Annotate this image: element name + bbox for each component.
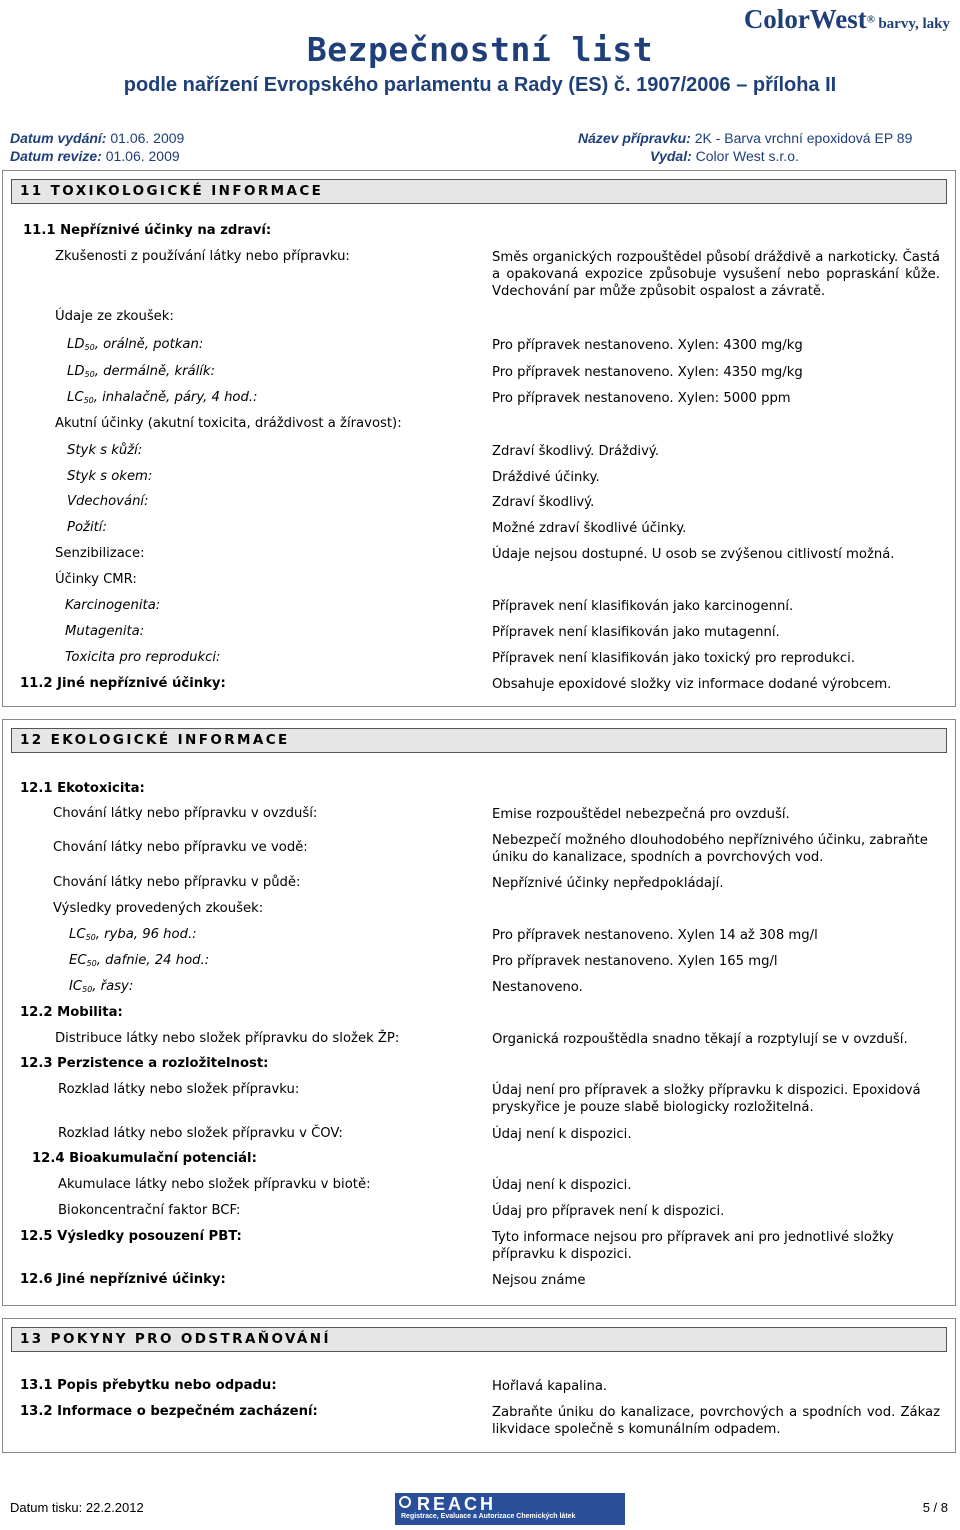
print-date: Datum tisku: 22.2.2012 — [10, 1500, 144, 1515]
lc50-fish-post: , ryba, 96 hod.: — [95, 927, 197, 942]
experience-label: Zkušenosti z používání látky nebo přípravku: — [55, 249, 350, 264]
ld50-dermal-value: Pro přípravek nestanoveno. Xylen: 4350 mg/kg — [492, 365, 803, 380]
revision-date — [10, 148, 180, 164]
ld50-dermal-label — [67, 364, 215, 379]
ec50-sub: 50 — [86, 959, 97, 968]
soil-label: Chování látky nebo přípravku v půdě: — [53, 875, 301, 890]
subsection-12-5: 12.5 Výsledky posouzení PBT: — [20, 1229, 242, 1244]
section-11-heading: 11 TOXIKOLOGICKÉ INFORMACE — [11, 179, 947, 204]
revision-date-value: 01.06. 2009 — [105, 148, 180, 164]
air-label: Chování látky nebo přípravku v ovzduší: — [53, 806, 318, 821]
ld50-dermal-pre: LD — [67, 364, 85, 379]
ec50-value: Pro přípravek nestanoveno. Xylen 165 mg/l — [492, 954, 778, 969]
ic50-sub: 50 — [82, 985, 93, 994]
ec50-post: , dafnie, 24 hod.: — [96, 953, 210, 968]
section-13 — [2, 1318, 956, 1453]
ld50-dermal-post: , dermálně, králík: — [94, 364, 215, 379]
lc50-fish-label — [69, 927, 197, 942]
degradation-value: Údaj není pro přípravek a složky přípravku k dispozici. Epoxidová pryskyřice je pouze slabě biologicky rozložitelná. — [492, 1083, 921, 1115]
ic50-pre: IC — [69, 979, 83, 994]
ec50-pre: EC — [69, 953, 87, 968]
carcinogenicity-label: Karcinogenita: — [65, 598, 161, 613]
ic50-value: Nestanoveno. — [492, 980, 583, 995]
publisher-value: Color West s.r.o. — [695, 148, 799, 164]
subsection-13-1: 13.1 Popis přebytku nebo odpadu: — [20, 1378, 277, 1393]
subsection-12-4: 12.4 Bioakumulační potenciál: — [32, 1151, 257, 1166]
ic50-label — [69, 979, 133, 994]
reach-logo-text: REACH — [417, 1494, 497, 1514]
distribution-label: Distribuce látky nebo složek přípravku do složek ŽP: — [55, 1031, 400, 1046]
subsection-13-2-value: Zabraňte úniku do kanalizace, povrchových a spodních vod. Zákaz likvidace společně s komunálním odpadem. — [492, 1405, 940, 1437]
inhalation-value: Zdraví škodlivý. — [492, 495, 595, 510]
subsection-12-6: 12.6 Jiné nepříznivé účinky: — [20, 1272, 226, 1287]
ingestion-value: Možné zdraví škodlivé účinky. — [492, 521, 687, 536]
publisher — [650, 148, 799, 164]
tests-label: Údaje ze zkoušek: — [55, 309, 174, 324]
reproduction-label: Toxicita pro reprodukci: — [65, 650, 221, 665]
product-name — [578, 130, 912, 146]
lc50-inhal-label — [67, 390, 258, 405]
brand-tagline: barvy, laky — [878, 16, 950, 32]
air-value: Emise rozpouštědel nebezpečná pro ovzduší. — [492, 807, 790, 822]
inhalation-label: Vdechování: — [67, 494, 149, 509]
bcf-value: Údaj pro přípravek není k dispozici. — [492, 1204, 725, 1219]
section-13-heading: 13 POKYNY PRO ODSTRAŇOVÁNÍ — [11, 1327, 947, 1352]
ld50-oral-sub: 50 — [84, 343, 95, 352]
ld50-dermal-sub: 50 — [84, 370, 95, 379]
document-subtitle: podle nařízení Evropského parlamentu a Rady (ES) č. 1907/2006 – příloha II — [123, 74, 837, 96]
subsection-12-6-value: Nejsou známe — [492, 1273, 586, 1288]
page-number: 5 / 8 — [922, 1500, 948, 1515]
issue-date-label: Datum vydání: — [10, 130, 107, 146]
sensitization-value: Údaje nejsou dostupné. U osob se zvýšenou citlivostí možná. — [492, 547, 895, 562]
bcf-label: Biokoncentrační faktor BCF: — [58, 1203, 241, 1218]
subsection-11-2-value: Obsahuje epoxidové složky viz informace dodané výrobcem. — [492, 677, 892, 692]
product-name-value: 2K - Barva vrchní epoxidová EP 89 — [694, 130, 913, 146]
degradation-label: Rozklad látky nebo složek přípravku: — [58, 1082, 300, 1097]
cov-label: Rozklad látky nebo složek přípravku v ČOV: — [58, 1126, 343, 1141]
subsection-12-3: 12.3 Perzistence a rozložitelnost: — [20, 1056, 269, 1071]
water-value: Nebezpečí možného dlouhodobého nepříznivého účinku, zabraňte úniku do kanalizace, spodních a povrchových vod. — [492, 833, 928, 865]
product-name-label: Název přípravku: — [578, 130, 691, 146]
eye-label: Styk s okem: — [67, 469, 153, 484]
ic50-post: , řasy: — [92, 979, 134, 994]
ld50-oral-pre: LD — [67, 337, 85, 352]
section-11 — [2, 170, 956, 707]
lc50-inhal-post: , inhalačně, páry, 4 hod.: — [93, 390, 258, 405]
section-12 — [2, 719, 956, 1306]
reach-globe-icon — [399, 1496, 411, 1508]
lc50-inhal-sub: 50 — [83, 396, 94, 405]
ld50-oral-post: , orálně, potkan: — [94, 337, 204, 352]
cov-value: Údaj není k dispozici. — [492, 1127, 632, 1142]
results-label: Výsledky provedených zkoušek: — [53, 901, 264, 916]
subsection-11-2: 11.2 Jiné nepříznivé účinky: — [20, 676, 226, 691]
lc50-inhal-pre: LC — [67, 390, 84, 405]
mutagenicity-label: Mutagenita: — [65, 624, 145, 639]
ec50-label — [69, 953, 209, 968]
document-title: Bezpečnostní list — [306, 30, 654, 69]
ld50-oral-value: Pro přípravek nestanoveno. Xylen: 4300 mg/kg — [492, 338, 803, 353]
reach-tagline: Registrace, Evaluace a Autorizace Chemických látek — [401, 1513, 576, 1520]
subsection-12-2: 12.2 Mobilita: — [20, 1005, 123, 1020]
skin-label: Styk s kůží: — [67, 443, 143, 458]
soil-value: Nepříznivé účinky nepředpokládají. — [492, 876, 724, 891]
cmr-label: Účinky CMR: — [55, 572, 137, 587]
subsection-12-5-value: Tyto informace nejsou pro přípravek ani pro jednotlivé složky přípravku k dispozici. — [492, 1230, 894, 1262]
ingestion-label: Požití: — [67, 520, 107, 535]
carcinogenicity-value: Přípravek není klasifikován jako karcinogenní. — [492, 599, 794, 614]
experience-value: Směs organických rozpouštědel působí dráždivě a narkoticky. Častá a opakovaná expozice způsobuje vysušení nebo popraskání kůže. Vdechování par může způsobit ospalost a závratě. — [492, 250, 940, 299]
reproduction-value: Přípravek není klasifikován jako toxický pro reprodukci. — [492, 651, 855, 666]
skin-value: Zdraví škodlivý. Dráždivý. — [492, 444, 660, 459]
revision-date-label: Datum revize: — [10, 148, 102, 164]
lc50-fish-value: Pro přípravek nestanoveno. Xylen 14 až 308 mg/l — [492, 928, 818, 943]
bioaccumulation-value: Údaj není k dispozici. — [492, 1178, 632, 1193]
issue-date — [10, 130, 184, 146]
lc50-fish-pre: LC — [69, 927, 86, 942]
distribution-value: Organická rozpouštědla snadno těkají a rozptylují se v ovzduší. — [492, 1032, 908, 1047]
lc50-inhal-value: Pro přípravek nestanoveno. Xylen: 5000 ppm — [492, 391, 791, 406]
acute-label: Akutní účinky (akutní toxicita, dráždivost a žíravost): — [55, 416, 402, 431]
publisher-label: Vydal: — [650, 148, 692, 164]
subsection-13-2: 13.2 Informace o bezpečném zacházení: — [20, 1404, 318, 1419]
sensitization-label: Senzibilizace: — [55, 546, 145, 561]
subsection-11-1: 11.1 Nepříznivé účinky na zdraví: — [23, 223, 272, 238]
brand-reg: ® — [866, 13, 876, 26]
mutagenicity-value: Přípravek není klasifikován jako mutagenní. — [492, 625, 780, 640]
subsection-12-1: 12.1 Ekotoxicita: — [20, 781, 145, 796]
lc50-fish-sub: 50 — [85, 933, 96, 942]
ld50-oral-label — [67, 337, 203, 352]
issue-date-value: 01.06. 2009 — [110, 130, 185, 146]
water-label: Chování látky nebo přípravku ve vodě: — [53, 840, 308, 855]
brand-name: ColorWest — [743, 4, 867, 34]
reach-logo — [395, 1493, 625, 1525]
eye-value: Dráždivé účinky. — [492, 470, 600, 485]
subsection-13-1-value: Hořlavá kapalina. — [492, 1379, 608, 1394]
section-12-heading: 12 EKOLOGICKÉ INFORMACE — [11, 728, 947, 753]
bioaccumulation-label: Akumulace látky nebo složek přípravku v biotě: — [58, 1177, 371, 1192]
